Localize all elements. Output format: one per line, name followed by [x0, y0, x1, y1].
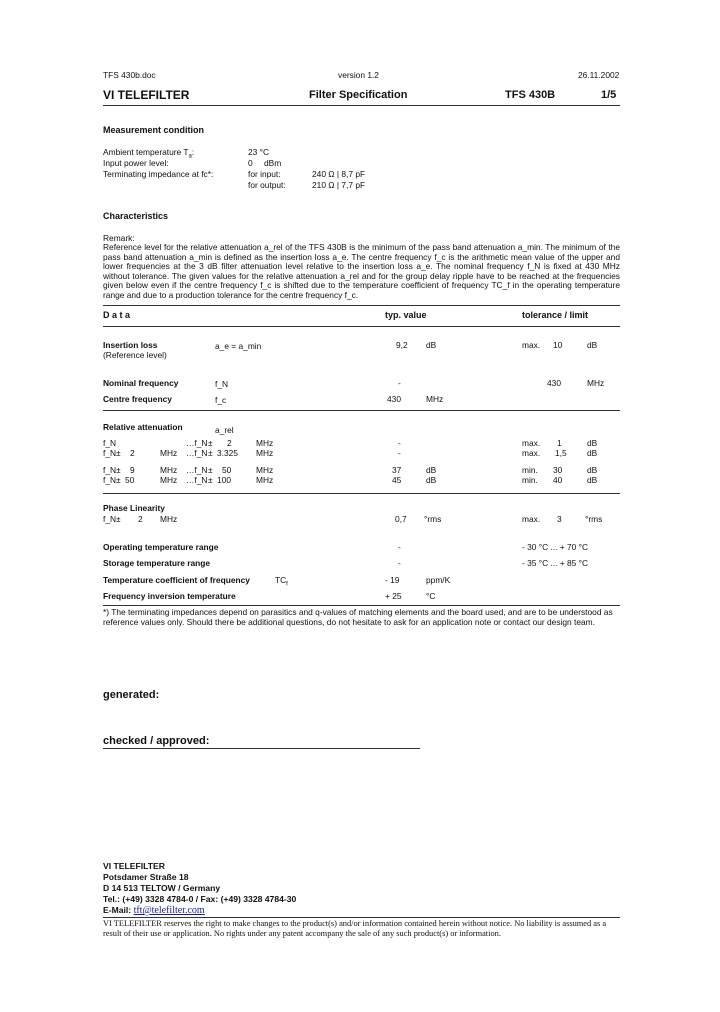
temp-coefficient-symbol: $TC_f$ — [275, 575, 288, 588]
phase-linearity-limit: 3 — [557, 514, 562, 524]
rule-after-centre — [103, 410, 620, 411]
rule-after-attenuation — [103, 493, 620, 494]
ra-kind: min. — [522, 475, 538, 485]
ra-to: …f_N — [186, 448, 208, 458]
ra-pm1: ± — [116, 475, 121, 485]
insertion-loss-limit-unit: dB — [587, 340, 598, 350]
ra-mhz2: MHz — [256, 448, 274, 458]
freq-inversion-unit: °C — [426, 591, 436, 601]
operating-temp-tol: - 30 °C ... + 70 °C — [522, 542, 589, 552]
input-label: for input: — [248, 169, 281, 179]
phase-linearity-unit: °rms — [424, 514, 442, 524]
nominal-frequency-limit: 430 — [547, 378, 561, 388]
nominal-frequency-limit-unit: MHz — [587, 378, 605, 388]
ra-val2: 2 — [227, 438, 232, 448]
centre-frequency-symbol: f_c — [215, 395, 227, 405]
temp-coefficient-label: Temperature coefficient of frequency — [103, 575, 250, 585]
ra-limit: 40 — [553, 475, 563, 485]
ra-from: f_N — [103, 448, 117, 458]
part-number: TFS 430B — [505, 89, 556, 101]
footer-email-link[interactable]: tft@telefilter.com — [133, 905, 205, 916]
ra-limit-unit: dB — [587, 448, 598, 458]
temp-coefficient-unit: ppm/K — [426, 575, 451, 585]
phase-linearity-label: Phase Linearity — [103, 503, 165, 513]
operating-temp-typ: - — [398, 542, 401, 552]
remark-text: Reference level for the relative attenuation a_rel of the TFS 430B is the minimum of the pass band attenuation a_min. The minimum of the pass band attenuation a_min is defined as the insertion loss a_e. The centre frequency f_c is the arithmetic mean value of the upper and lower frequencies at the 3 dB filter attenuation level relative to the insertion loss a_e. The nominal frequency f_N is fixed at 430 MHz without tolerance. The given values for the relative attenuation a_rel and for the group delay ripple have to be reached at the frequencies given below even if the centre frequency f_c is shifted due to the temperature coefficient of frequency TC_f in the operating temperature range and due to a production tolerance for the centre frequency f_c. — [103, 242, 620, 300]
input-value: 240 Ω | 8,7 pF — [312, 169, 366, 179]
insertion-loss-kind: max. — [522, 340, 541, 350]
ra-typ: - — [398, 438, 401, 448]
insertion-loss-unit: dB — [426, 340, 437, 350]
storage-temp-typ: - — [398, 558, 401, 568]
ambient-value: 23 °C — [248, 147, 270, 157]
footer-city: D 14 513 TELTOW / Germany — [103, 883, 221, 893]
ra-to: …f_N — [186, 475, 208, 485]
ra-pm2: ± — [208, 465, 213, 475]
insertion-loss-label: Insertion loss — [103, 340, 158, 350]
nominal-frequency-typ: - — [398, 378, 401, 388]
phase-linearity-pm: ± — [116, 514, 121, 524]
ra-val2: 3.325 — [217, 448, 238, 458]
phase-linearity-mhz: MHz — [160, 514, 178, 524]
ra-pm1: ± — [116, 465, 121, 475]
col-typ-value: typ. value — [385, 310, 427, 320]
freq-inversion-typ: + 25 — [385, 591, 402, 601]
ra-typ: 45 — [392, 475, 402, 485]
ra-kind: max. — [522, 438, 541, 448]
doc-filename: TFS 430b.doc — [103, 70, 156, 80]
footer-street: Potsdamer Straße 18 — [103, 872, 189, 882]
phase-linearity-limit-unit: °rms — [585, 514, 603, 524]
doc-version: version 1.2 — [338, 70, 379, 80]
power-unit: dBm — [264, 158, 282, 168]
characteristics-heading: Characteristics — [103, 211, 169, 221]
ra-from: f_N — [103, 475, 117, 485]
ra-limit-unit: dB — [587, 475, 598, 485]
footer-phone: Tel.: (+49) 3328 4784-0 / Fax: (+49) 3328 4784-30 — [103, 894, 297, 904]
storage-temp-tol: - 35 °C ... + 85 °C — [522, 558, 589, 568]
nominal-frequency-symbol: f_N — [215, 379, 229, 389]
col-tolerance: tolerance / limit — [522, 310, 589, 320]
ra-to: …f_N — [186, 465, 208, 475]
ra-from: f_N — [103, 465, 117, 475]
termination-label: Terminating impedance at fc*: — [103, 169, 214, 179]
ra-mhz1: MHz — [160, 448, 178, 458]
company-logo-text: VI TELEFILTER — [103, 88, 190, 102]
ra-v1: 50 — [125, 475, 135, 485]
ra-mhz1: MHz — [160, 465, 178, 475]
table-top-rule — [103, 305, 620, 306]
footer-company: VI TELEFILTER — [103, 861, 165, 871]
measurement-heading: Measurement condition — [103, 125, 205, 135]
ra-kind: min. — [522, 465, 538, 475]
ra-limit-unit: dB — [587, 438, 598, 448]
ra-from: f_N — [103, 438, 117, 448]
ra-mhz2: MHz — [256, 475, 274, 485]
output-value: 210 Ω | 7,7 pF — [312, 180, 366, 190]
storage-temp-label: Storage temperature range — [103, 558, 211, 568]
centre-frequency-unit: MHz — [426, 394, 444, 404]
footnote: *) The terminating impedances depend on parasitics and q-values of matching elements and the board used, and are to be understood as reference values only. Should there be additional questions, do not hesitate to ask for an application note or contact our design team. — [103, 607, 613, 627]
power-label: Input power level: — [103, 158, 169, 168]
phase-linearity-typ: 0,7 — [395, 514, 407, 524]
relative-attenuation-label: Relative attenuation — [103, 422, 183, 432]
ra-typ-unit: dB — [426, 475, 437, 485]
ra-kind: max. — [522, 448, 541, 458]
header-rule — [103, 105, 620, 106]
ra-typ: - — [398, 448, 401, 458]
ra-mhz1: MHz — [160, 475, 178, 485]
ra-v1: 2 — [130, 448, 135, 458]
signature-line — [103, 748, 420, 749]
insertion-loss-sub: (Reference level) — [103, 350, 167, 360]
ra-pm2: ± — [208, 438, 213, 448]
output-label: for output: — [248, 180, 286, 190]
ra-val2: 100 — [217, 475, 231, 485]
phase-linearity-kind: max. — [522, 514, 541, 524]
ra-mhz2: MHz — [256, 438, 274, 448]
ra-pm1: ± — [116, 448, 121, 458]
ra-typ-unit: dB — [426, 465, 437, 475]
checked-approved-label: checked / approved: — [103, 735, 210, 747]
ra-limit: 1,5 — [555, 448, 567, 458]
relative-attenuation-symbol: a_rel — [215, 425, 234, 435]
doc-title: Filter Specification — [309, 89, 408, 101]
footer-email-label: E-Mail: — [103, 905, 132, 915]
doc-date: 26.11.2002 — [578, 70, 620, 80]
ra-v1: 9 — [130, 465, 135, 475]
footer-email-line — [103, 905, 205, 916]
nominal-frequency-label: Nominal frequency — [103, 378, 179, 388]
insertion-loss-typ: 9,2 — [396, 340, 408, 350]
ambient-label: Ambient temperature $T_a$: — [103, 147, 195, 160]
operating-temp-label: Operating temperature range — [103, 542, 219, 552]
temp-coefficient-typ: - 19 — [385, 575, 400, 585]
phase-linearity-from: f_N — [103, 514, 117, 524]
remark-label: Remark: — [103, 233, 135, 243]
insertion-loss-limit: 10 — [553, 340, 563, 350]
centre-frequency-typ: 430 — [387, 394, 401, 404]
ra-mhz2: MHz — [256, 465, 274, 475]
centre-frequency-label: Centre frequency — [103, 394, 172, 404]
footer-disclaimer: VI TELEFILTER reserves the right to make changes to the product(s) and/or information contained herein without notice. No liability is assumed as a result of their use or application. No rights under any patent accompany the sale of any such product(s) or information. — [103, 919, 607, 938]
footer-rule — [103, 917, 620, 918]
ra-typ: 37 — [392, 465, 402, 475]
ra-pm2: ± — [208, 475, 213, 485]
table-head-rule — [103, 326, 620, 327]
phase-linearity-v: 2 — [138, 514, 143, 524]
ra-limit-unit: dB — [587, 465, 598, 475]
generated-label: generated: — [103, 689, 160, 701]
ra-to: …f_N — [186, 438, 208, 448]
power-value: 0 — [248, 158, 253, 168]
ra-limit: 1 — [557, 438, 562, 448]
insertion-loss-symbol: a_e = a_min — [215, 341, 262, 351]
table-bottom-rule — [103, 605, 620, 606]
ra-val2: 50 — [222, 465, 232, 475]
page-number: 1/5 — [601, 89, 617, 101]
ra-limit: 30 — [553, 465, 563, 475]
col-data: D a t a — [103, 310, 131, 320]
ra-pm2: ± — [208, 448, 213, 458]
freq-inversion-label: Frequency inversion temperature — [103, 591, 236, 601]
